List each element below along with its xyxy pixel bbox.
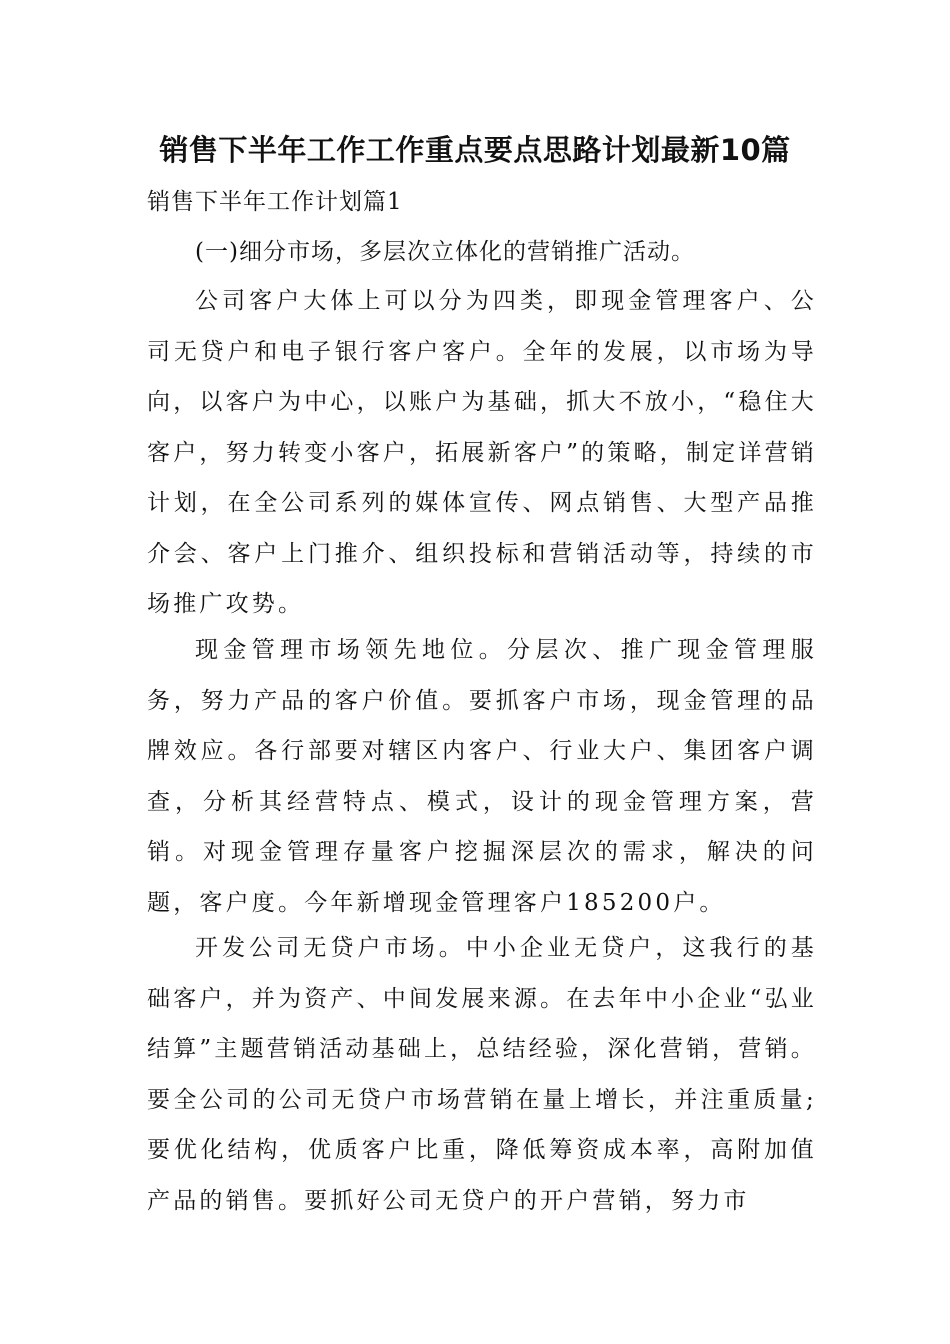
- body-paragraph: 开发公司无贷户市场。中小企业无贷户，这我行的基础客户，并为资产、中间发展来源。在去年中小企业“弘业结算”主题营销活动基础上，总结经验，深化营销，营销。要全公司的公司无贷户市场营销在量上增长，并注重质量;要优化结构，优质客户比重，降低筹资成本率，高附加值产品的销售。要抓好公司无贷户的开户营销，努力市: [147, 935, 817, 1214]
- document-title: 销售下半年工作工作重点要点思路计划最新10篇: [159, 133, 791, 167]
- body-paragraph: 公司客户大体上可以分为四类，即现金管理客户、公司无贷户和电子银行客户客户。全年的发展，以市场为导向，以客户为中心，以账户为基础，抓大不放小，“稳住大客户，努力转变小客户，拓展新客户”的策略，制定详营销计划，在全公司系列的媒体宣传、网点销售、大型产品推介会、客户上门推介、组织投标和营销活动等，持续的市场推广攻势。: [147, 288, 817, 617]
- section-heading: 销售下半年工作计划篇1: [147, 189, 403, 215]
- body-paragraph: 现金管理市场领先地位。分层次、推广现金管理服务，努力产品的客户价值。要抓客户市场，现金管理的品牌效应。各行部要对辖区内客户、行业大户、集团客户调查，分析其经营特点、模式，设计的现金管理方案，营销。对现金管理存量客户挖掘深层次的需求，解决的问题，客户度。今年新增现金管理客户185200户。: [147, 637, 817, 916]
- subheading: (一)细分市场，多层次立体化的营销推广活动。: [195, 239, 695, 265]
